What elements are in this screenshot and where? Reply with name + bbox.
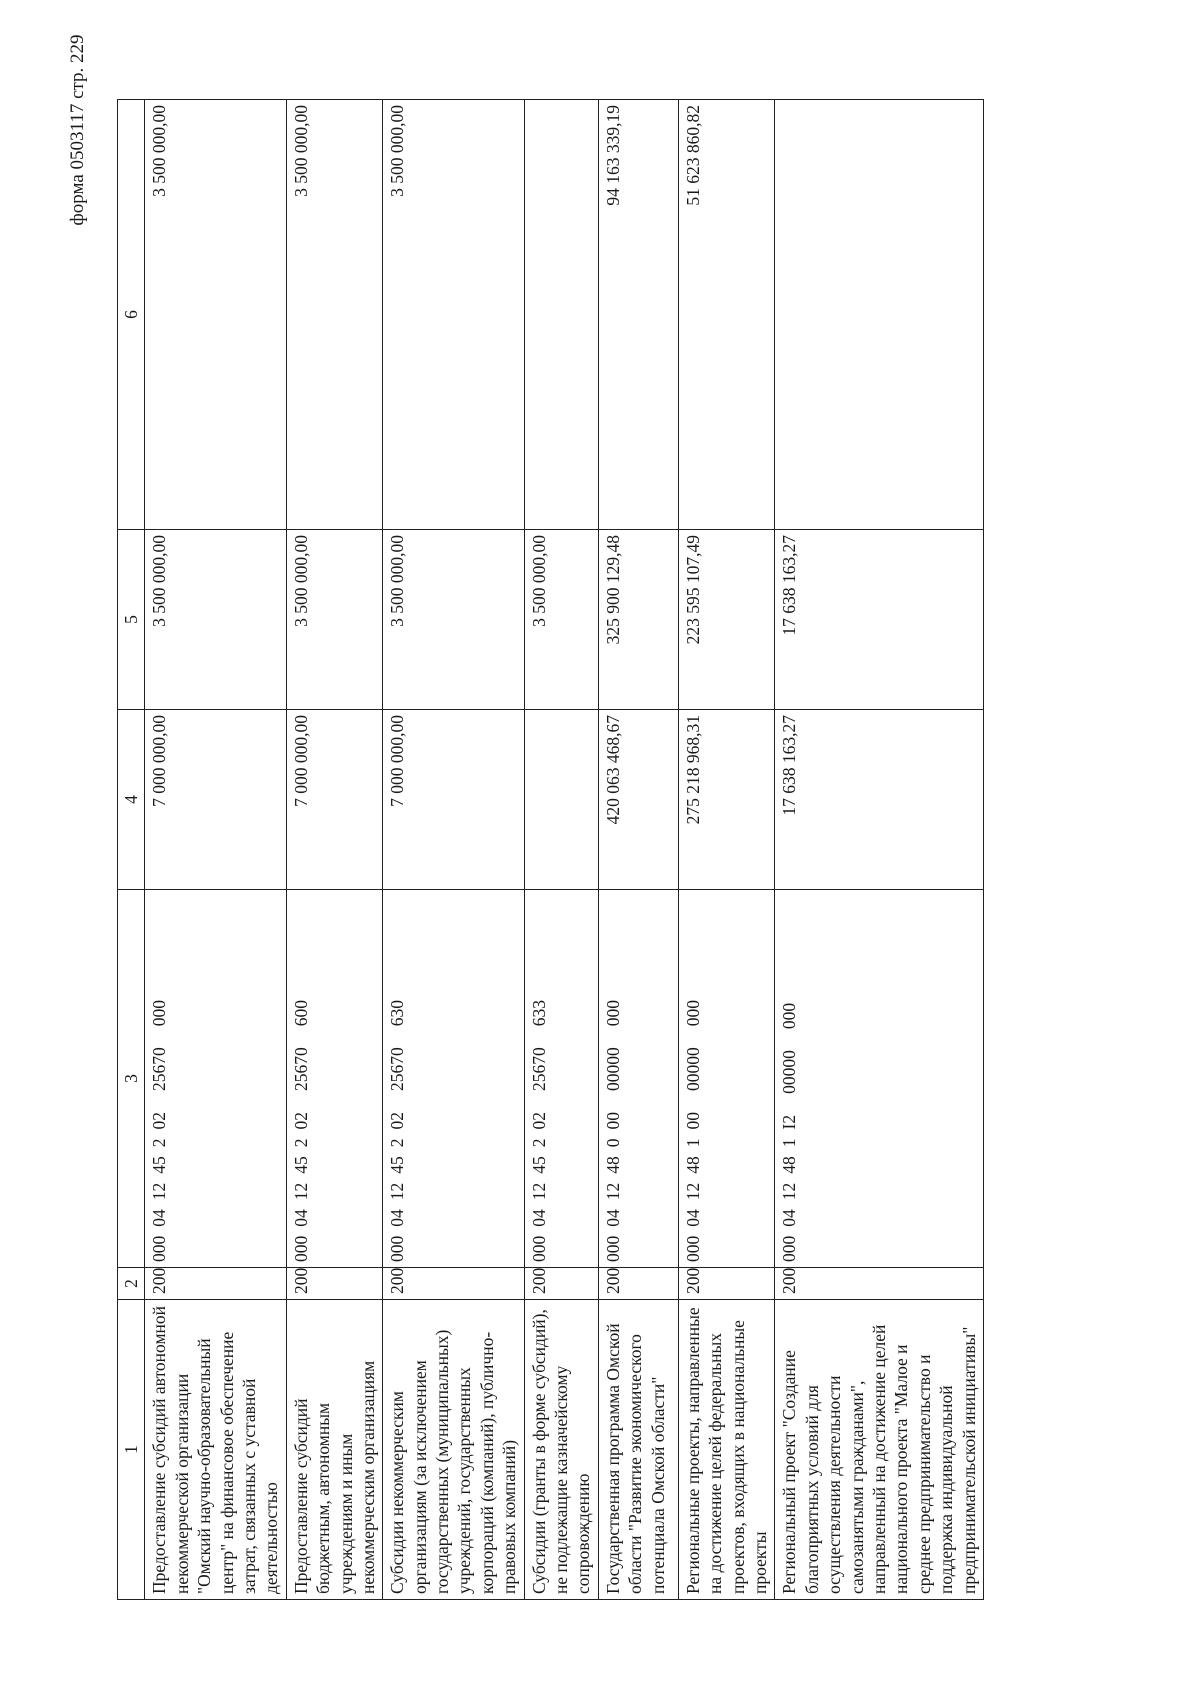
code-part: 04	[149, 1209, 170, 1227]
code-part: 12	[682, 1182, 703, 1201]
executed-amount: 223 595 107,49	[678, 530, 775, 710]
executed-amount: 17 638 163,27	[775, 530, 984, 710]
line-code: 200	[678, 1268, 775, 1300]
column-header: 1	[118, 1300, 145, 1600]
code-part: 600	[290, 1000, 311, 1027]
code-part: 000	[290, 1235, 311, 1262]
code-part: 0	[602, 1138, 623, 1148]
executed-amount: 3 500 000,00	[286, 530, 383, 710]
code-part: 45	[290, 1156, 311, 1174]
row-name: Предоставление субсидий бюджетным, автономным учреждениям и иным некоммерческим организациям	[286, 1300, 383, 1600]
column-header: 2	[118, 1268, 145, 1300]
code-part: 000	[682, 1235, 703, 1262]
unexecuted-amount: 94 163 339,19	[598, 100, 678, 530]
form-reference: форма 0503117 стр. 229	[67, 34, 88, 226]
code-part: 00000	[779, 1050, 800, 1094]
column-header: 4	[118, 710, 145, 890]
code-part: 12	[528, 1182, 549, 1201]
executed-amount: 325 900 129,48	[598, 530, 678, 710]
line-code: 200	[145, 1268, 286, 1300]
code-part: 1	[682, 1138, 703, 1148]
code-part: 25670	[290, 1047, 311, 1091]
approved-amount: 7 000 000,00	[145, 710, 286, 890]
line-code: 200	[598, 1268, 678, 1300]
code-part: 25670	[149, 1047, 170, 1091]
code-part: 12	[149, 1182, 170, 1201]
report-table	[117, 99, 984, 1600]
executed-amount: 3 500 000,00	[145, 530, 286, 710]
code-part: I2	[779, 1114, 800, 1130]
code-part: 000	[149, 1000, 170, 1027]
code-part: 12	[387, 1182, 408, 1201]
code-part: 12	[779, 1182, 800, 1201]
code-part: 000	[779, 1002, 800, 1030]
code-part: 000	[528, 1235, 549, 1262]
table-row	[145, 100, 286, 1600]
line-code: 200	[286, 1268, 383, 1300]
code-part: 2	[290, 1138, 311, 1148]
table-row	[524, 100, 598, 1600]
column-header: 5	[118, 530, 145, 710]
code-part: 000	[682, 1000, 703, 1027]
line-code: 200	[775, 1268, 984, 1300]
code-part: 02	[387, 1112, 408, 1130]
code-part: 00000	[602, 1047, 623, 1091]
budget-classification-code	[598, 890, 678, 1268]
code-part: 02	[528, 1112, 549, 1130]
approved-amount: 7 000 000,00	[383, 710, 524, 890]
code-part: 45	[149, 1156, 170, 1174]
code-part: 25670	[387, 1047, 408, 1091]
budget-classification-code	[286, 890, 383, 1268]
code-part: 000	[779, 1235, 800, 1262]
code-part: 04	[387, 1209, 408, 1227]
budget-classification-code	[775, 890, 984, 1268]
code-part: 00	[682, 1112, 703, 1130]
unexecuted-amount: 51 623 860,82	[678, 100, 775, 530]
code-part: 12	[290, 1182, 311, 1201]
code-part: 000	[149, 1235, 170, 1262]
column-header: 3	[118, 890, 145, 1268]
row-name: Субсидии (гранты в форме субсидий), не подлежащие казначейскому сопровождению	[524, 1300, 598, 1600]
code-part: 25670	[528, 1047, 549, 1091]
budget-classification-code	[524, 890, 598, 1268]
code-part: 00000	[682, 1047, 703, 1091]
budget-classification-code	[145, 890, 286, 1268]
unexecuted-amount: 3 500 000,00	[286, 100, 383, 530]
row-name: Региональный проект "Создание благоприятных условий для осуществления деятельности самозанятыми гражданами", направленный на достижение целей национального проекта "Малое и среднее предпринимательство и поддержка индивидуальной предпринимательской инициативы"	[775, 1300, 984, 1600]
code-part: 1	[779, 1138, 800, 1148]
code-part: 48	[779, 1156, 800, 1174]
code-part: 000	[602, 1235, 623, 1262]
code-part: 04	[290, 1209, 311, 1227]
unexecuted-amount	[524, 100, 598, 530]
approved-amount: 420 063 468,67	[598, 710, 678, 890]
table-row	[598, 100, 678, 1600]
line-code: 200	[383, 1268, 524, 1300]
executed-amount: 3 500 000,00	[524, 530, 598, 710]
code-part: 000	[387, 1235, 408, 1262]
code-part: 00	[602, 1112, 623, 1130]
table-row	[775, 100, 984, 1600]
row-name: Предоставление субсидий автономной некоммерческой организации "Омский научно-образовательный центр" на финансовое обеспечение затрат, связанных с уставной деятельностью	[145, 1300, 286, 1600]
rotated-table-wrapper	[117, 100, 979, 1600]
unexecuted-amount	[775, 100, 984, 530]
code-part: 2	[528, 1138, 549, 1148]
code-part: 02	[290, 1112, 311, 1130]
code-part: 45	[528, 1156, 549, 1174]
code-part: 12	[602, 1182, 623, 1201]
code-part: 2	[387, 1138, 408, 1148]
table-row	[383, 100, 524, 1600]
header-row	[118, 100, 145, 1600]
table-row	[678, 100, 775, 1600]
budget-classification-code	[678, 890, 775, 1268]
line-code: 200	[524, 1268, 598, 1300]
approved-amount: 7 000 000,00	[286, 710, 383, 890]
table-row	[286, 100, 383, 1600]
executed-amount: 3 500 000,00	[383, 530, 524, 710]
unexecuted-amount: 3 500 000,00	[383, 100, 524, 530]
row-name: Субсидии некоммерческим организациям (за исключением государственных (муниципальных) учреждений, государственных корпораций (компаний), публично-правовых компаний)	[383, 1300, 524, 1600]
row-name: Региональные проекты, направленные на достижение целей федеральных проектов, входящих в национальные проекты	[678, 1300, 775, 1600]
code-part: 630	[387, 1000, 408, 1027]
code-part: 000	[602, 1000, 623, 1027]
row-name: Государственная программа Омской области "Развитие экономического потенциала Омской области"	[598, 1300, 678, 1600]
code-part: 04	[528, 1209, 549, 1227]
column-header: 6	[118, 100, 145, 530]
code-part: 48	[682, 1156, 703, 1174]
code-part: 04	[602, 1209, 623, 1227]
code-part: 2	[149, 1138, 170, 1148]
code-part: 04	[682, 1209, 703, 1227]
budget-classification-code	[383, 890, 524, 1268]
approved-amount	[524, 710, 598, 890]
code-part: 02	[149, 1112, 170, 1130]
code-part: 48	[602, 1156, 623, 1174]
approved-amount: 275 218 968,31	[678, 710, 775, 890]
unexecuted-amount: 3 500 000,00	[145, 100, 286, 530]
code-part: 633	[528, 1000, 549, 1027]
code-part: 04	[779, 1209, 800, 1227]
approved-amount: 17 638 163,27	[775, 710, 984, 890]
code-part: 45	[387, 1156, 408, 1174]
